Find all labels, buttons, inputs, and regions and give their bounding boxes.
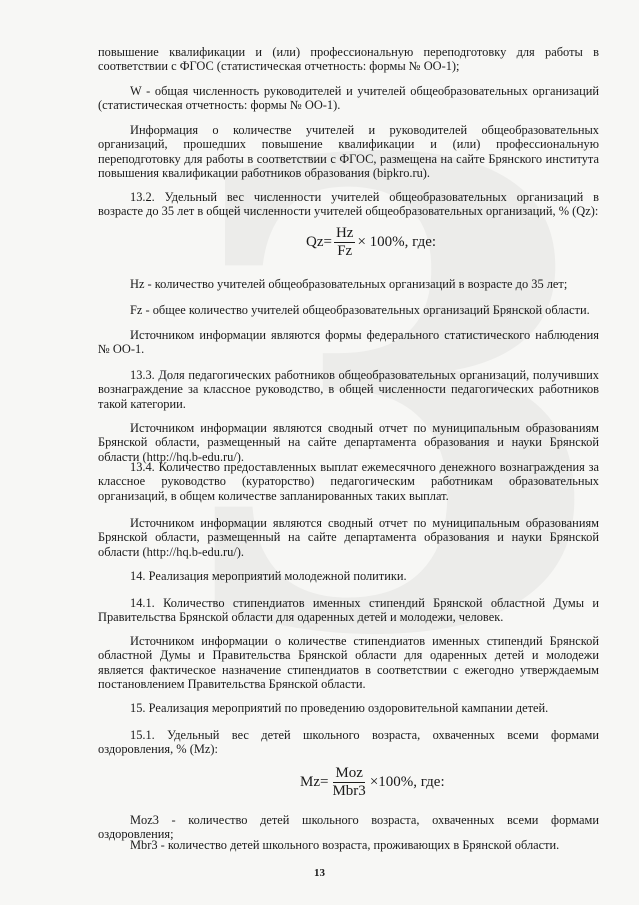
paragraph-16: 15.1. Удельный вес детей школьного возраста, охваченных всеми формами оздоровления, % (Mz): [98,728,599,757]
paragraph-6: Fz - общее количество учителей общеобразовательных организаций Брянской области. [130,303,590,317]
page-number: 13 [314,867,325,879]
formula-qz-fraction [334,225,356,260]
formula-mz-numerator: Moz [335,765,363,781]
paragraph-7: Источником информации являются формы федерального статистического наблюдения № ОО-1. [98,328,599,357]
formula-qz-lhs: Qz= [306,234,332,250]
formula-mz-denominator: Mbr3 [332,783,366,799]
paragraph-5: Hz - количество учителей общеобразовательных организаций в возрасте до 35 лет; [130,277,568,291]
paragraph-3: Информация о количестве учителей и руководителей общеобразовательных организаций, прошедших повышение квалификации и (или) профессиональную переподготовку для работы в соответствии с ФГОС, размещена на сайте Брянского института повышения квалификации работников образования (bipkro.ru). [98,123,599,181]
formula-qz-denominator: Fz [337,243,353,259]
paragraph-12: 14. Реализация мероприятий молодежной политики. [130,569,407,583]
paragraph-4: 13.2. Удельный вес численности учителей общеобразовательных организаций в возрасте до 35 лет в общей численности учителей общеобразовательных организаций, % (Qz): [98,190,599,219]
paragraph-18: Mbr3 - количество детей школьного возраста, проживающих в Брянской области. [130,838,560,852]
formula-mz-fraction [330,765,367,800]
paragraph-17: Moz3 - количество детей школьного возраста, охваченных всеми формами оздоровления; [98,813,599,842]
paragraph-11: Источником информации являются сводный отчет по муниципальным образованиям Брянской области, размещенный на сайте департамента образования и науки Брянской области (http://hq.b-edu.ru/). [98,516,599,559]
paragraph-13: 14.1. Количество стипендиатов именных стипендий Брянской областной Думы и Правительства Брянской области для одаренных детей и молодежи, человек. [98,596,599,625]
paragraph-8: 13.3. Доля педагогических работников общеобразовательных организаций, получивших вознаграждение за классное руководство, в общей численности педагогических работников такой категории. [98,368,599,411]
formula-mz [300,765,445,800]
paragraph-10: 13.4. Количество предоставленных выплат ежемесячного денежного вознаграждения за классное руководство (кураторство) педагогическим работникам образовательных организаций, в общем количестве запланированных таких выплат. [98,460,599,503]
paragraph-1: повышение квалификации и (или) профессиональную переподготовку для работы в соответствии с ФГОС (статистическая отчетность: формы № ОО-1); [98,45,599,74]
formula-qz-rhs: × 100%, где: [357,234,437,250]
formula-mz-rhs: ×100%, где: [369,774,445,790]
paragraph-14: Источником информации о количестве стипендиатов именных стипендий Брянской областной Думы и Правительства Брянской области для одаренных детей и молодежи является фактическое назначение стипендиатов в соответствии с ежегодно утверждаемым постановлением Правительства Брянской области. [98,634,599,692]
paragraph-2: W - общая численность руководителей и учителей общеобразовательных организаций (статистическая отчетность: формы № ОО-1). [98,84,599,113]
paragraph-9: Источником информации являются сводный отчет по муниципальным образованиям Брянской области, размещенный на сайте департамента образования и науки Брянской области (http://hq.b-edu.ru/). [98,421,599,464]
formula-mz-lhs: Mz= [300,774,329,790]
paragraph-15: 15. Реализация мероприятий по проведению оздоровительной кампании детей. [130,701,549,715]
formula-qz [306,225,436,260]
formula-qz-numerator: Hz [335,225,354,241]
